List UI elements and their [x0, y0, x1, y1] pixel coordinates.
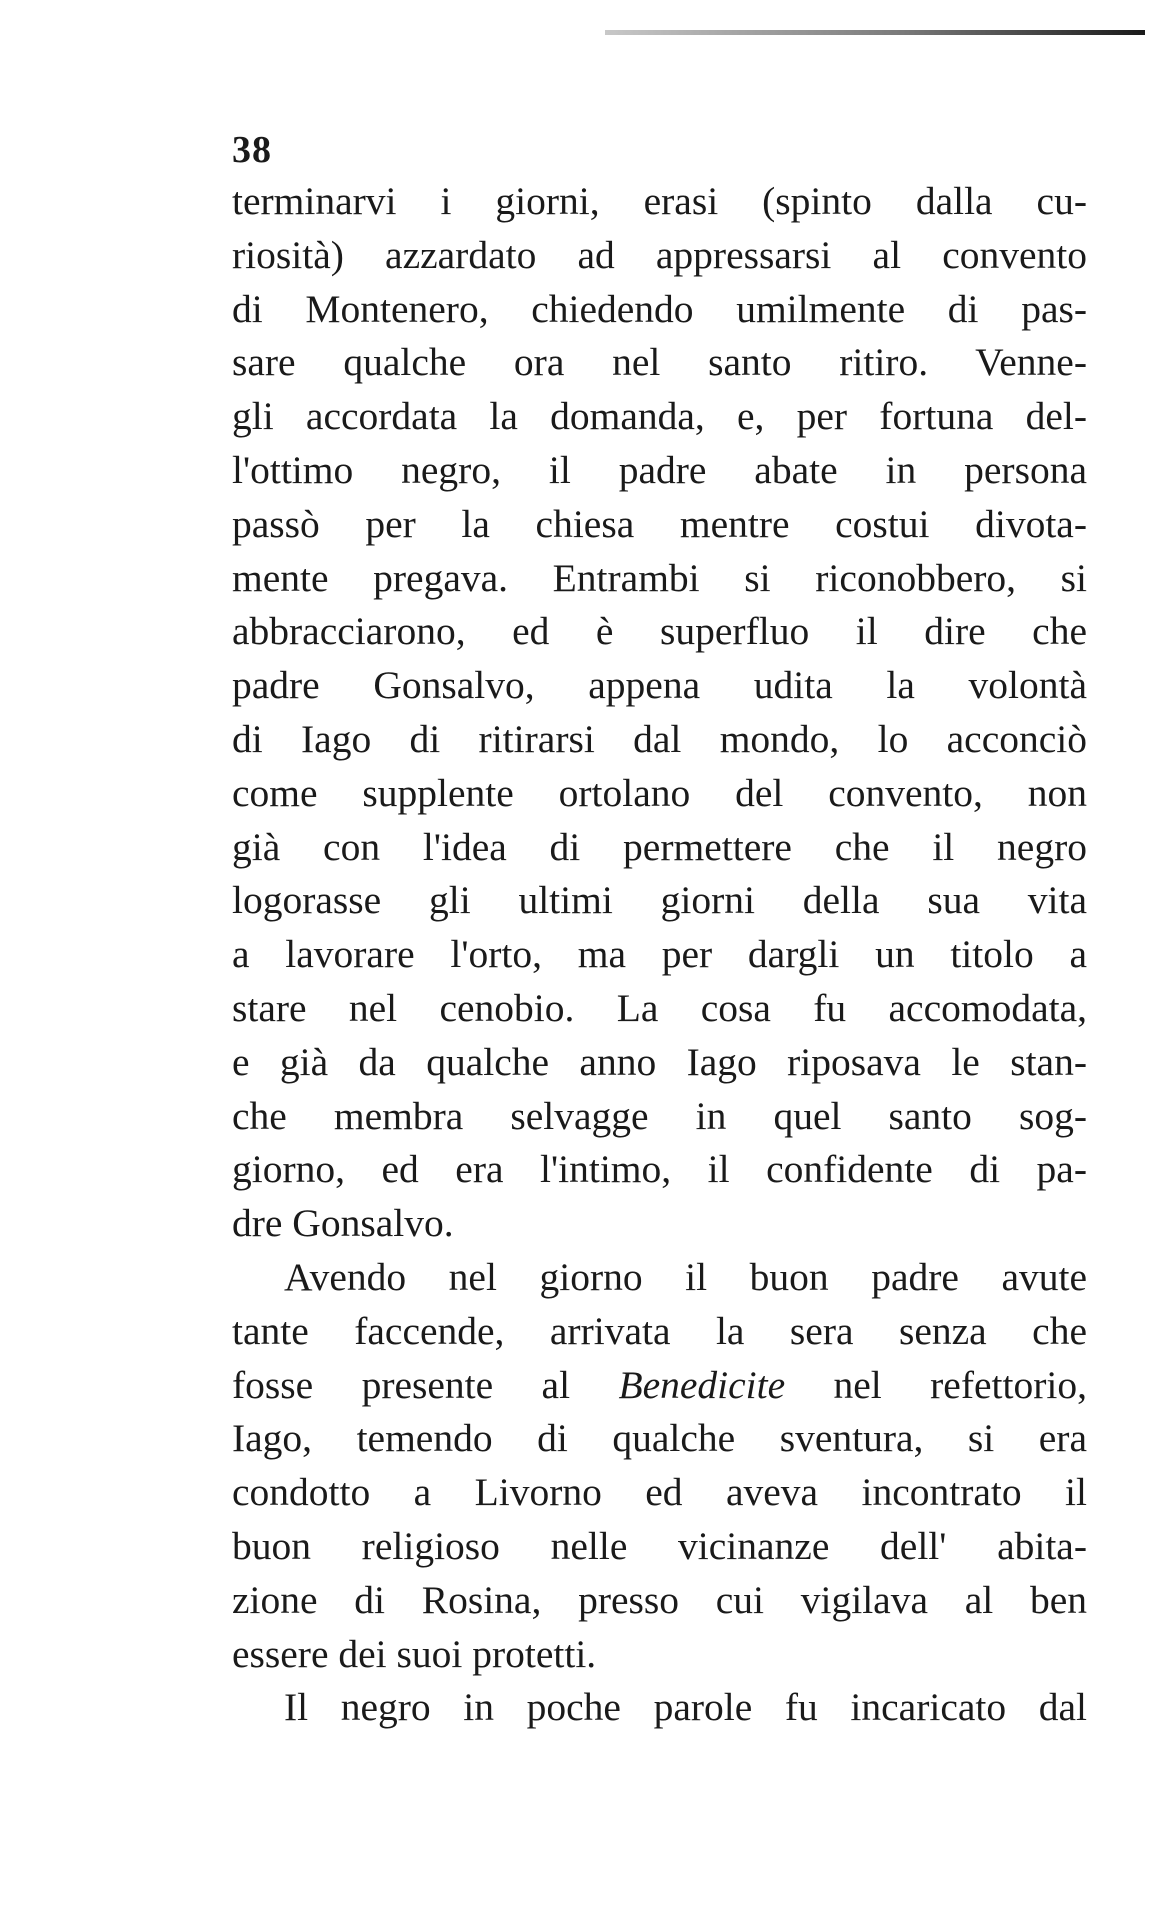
- text-line: zione di Rosina, presso cui vigilava al ben: [232, 1577, 1087, 1622]
- text-line: Iago, temendo di qualche sventura, si era: [232, 1416, 1087, 1461]
- text-line: già con l'idea di permettere che il negro: [232, 824, 1087, 869]
- text-line: mente pregava. Entrambi si riconobbero, si: [232, 555, 1087, 600]
- text-line: giorno, ed era l'intimo, il confidente di pa-: [232, 1147, 1087, 1192]
- text-line: di Montenero, chiedendo umilmente di pas-: [232, 286, 1087, 331]
- text-line: che membra selvagge in quel santo sog-: [232, 1093, 1087, 1138]
- text-line: logorasse gli ultimi giorni della sua vita: [232, 878, 1087, 923]
- text-line: essere dei suoi protetti.: [232, 1631, 597, 1676]
- text-line: sare qualche ora nel santo ritiro. Venne-: [232, 340, 1087, 385]
- text-line: a lavorare l'orto, ma per dargli un titolo a: [232, 932, 1087, 977]
- page-number: 38: [232, 129, 272, 171]
- paragraph: [232, 175, 1087, 1251]
- text-line: Avendo nel giorno il buon padre avute: [284, 1254, 1087, 1299]
- text-line: passò per la chiesa mentre costui divota-: [232, 501, 1087, 546]
- text-line: di Iago di ritirarsi dal mondo, lo acconciò: [232, 716, 1087, 761]
- text-line: l'ottimo negro, il padre abate in persona: [232, 447, 1087, 492]
- text-line: dre Gonsalvo.: [232, 1201, 454, 1246]
- text-line: stare nel cenobio. La cosa fu accomodata,: [232, 985, 1087, 1030]
- text-line: fosse presente al Benedicite nel refettorio,: [232, 1362, 1087, 1407]
- text-line: come supplente ortolano del convento, non: [232, 770, 1087, 815]
- text-line: terminarvi i giorni, erasi (spinto dalla cu-: [232, 179, 1087, 223]
- text-line: buon religioso nelle vicinanze dell' abita-: [232, 1523, 1087, 1568]
- text-line: gli accordata la domanda, e, per fortuna del-: [232, 394, 1087, 439]
- italic-term: Benedicite: [618, 1362, 786, 1407]
- text-line: e già da qualche anno Iago riposava le stan-: [232, 1039, 1087, 1084]
- body-text: [232, 175, 1087, 1735]
- text-line: condotto a Livorno ed aveva incontrato il: [232, 1470, 1087, 1515]
- text-line: padre Gonsalvo, appena udita la volontà: [232, 663, 1087, 708]
- paragraph: [232, 1681, 1087, 1735]
- text-line: abbracciarono, ed è superfluo il dire che: [232, 609, 1087, 654]
- text-line: Il negro in poche parole fu incaricato dal: [284, 1685, 1087, 1730]
- text-line: tante faccende, arrivata la sera senza che: [232, 1308, 1087, 1353]
- text-line: riosità) azzardato ad appressarsi al convento: [232, 232, 1087, 277]
- top-rule: [605, 30, 1145, 35]
- paragraph: [232, 1251, 1087, 1681]
